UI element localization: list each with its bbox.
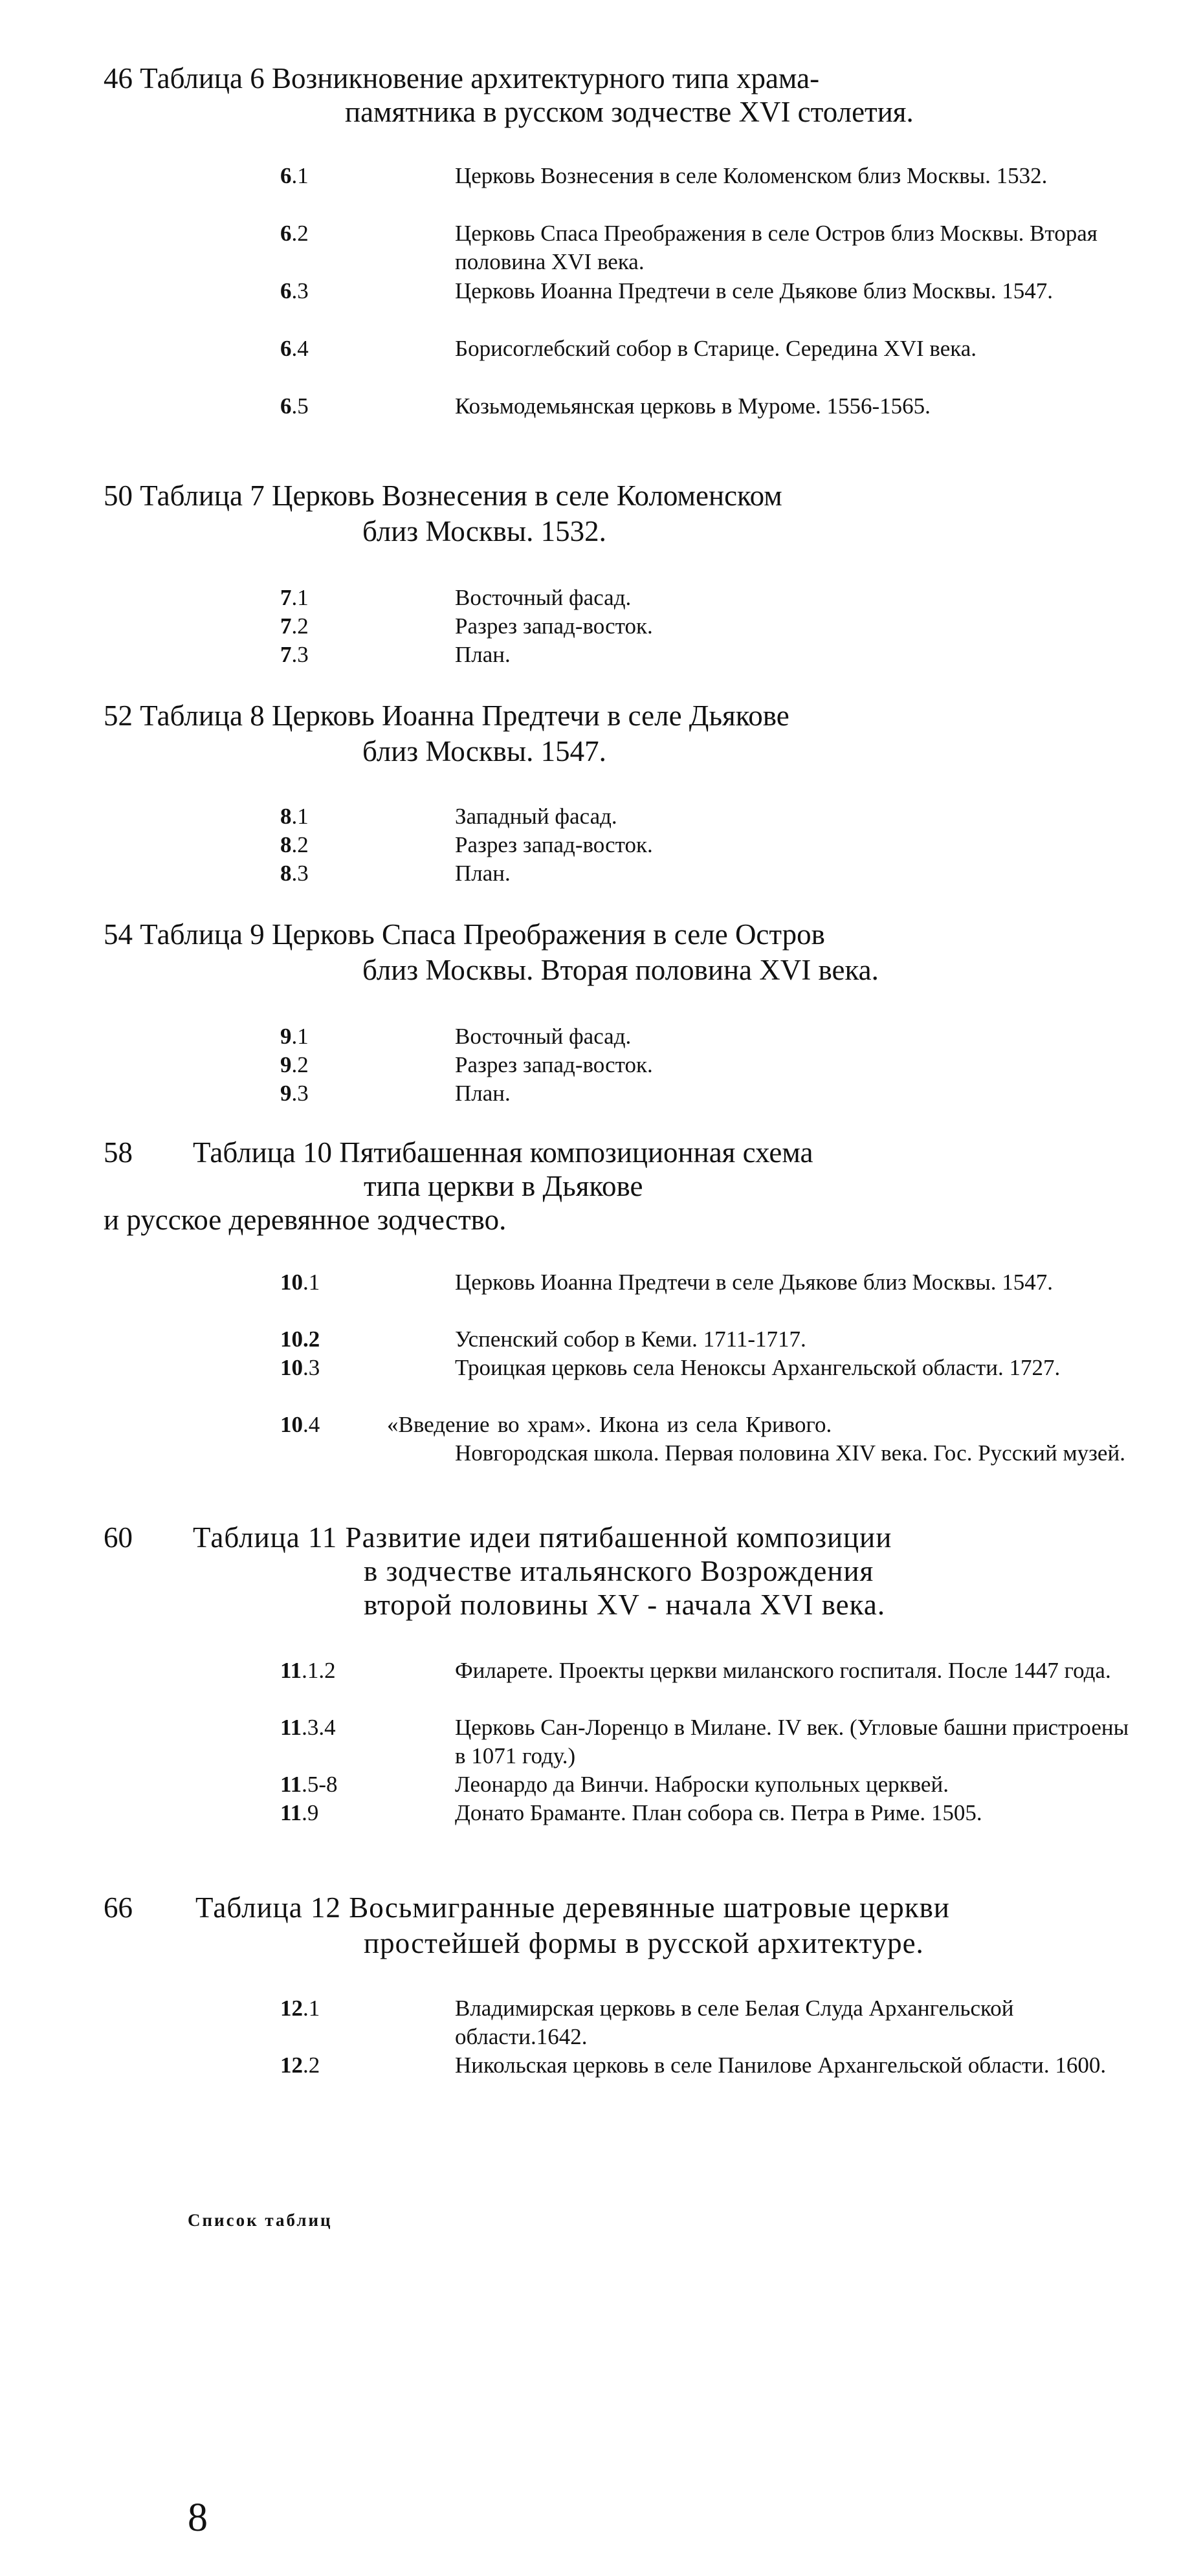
item-number: 10.1 [280,1270,320,1295]
table-title: Таблица 8 Церковь Иоанна Предтечи в селе Дьякове [140,699,789,732]
table-title-line2: простейшей формы в русской архитектуре. [364,1927,924,1959]
item-text: Владимирская церковь в селе Белая Слуда Архангельской области.1642. [455,1996,1014,2049]
item-number: 10.2 [280,1327,320,1352]
table-title-line1 [104,918,825,951]
table-title: Таблица 6 Возникновение архитектурного типа храма- [140,62,820,94]
item-text: План. [455,1081,511,1106]
page-ref: 50 [104,479,133,512]
item-number: 12.2 [280,2053,320,2078]
item-number: 7.3 [280,642,309,667]
table-title-line2: типа церкви в Дьякове [364,1170,643,1202]
item-text: Церковь Иоанна Предтечи в селе Дьякове близ Москвы. 1547. [455,1270,1053,1295]
item-number: 8.1 [280,804,309,829]
item-text: Успенский собор в Кеми. 1711-1717. [455,1327,806,1352]
item-number: 9.3 [280,1081,309,1106]
item-number: 7.2 [280,613,309,639]
item-lead-text: «Введение во храм». Икона из села Кривого. [387,1412,832,1437]
item-text: Никольская церковь в селе Панилове Архангельской области. 1600. [455,2053,1107,2078]
page-ref: 60 [104,1521,133,1554]
item-number: 10.3 [280,1355,320,1380]
item-text: Разрез запад-восток. [455,613,653,639]
item-number: 7.1 [280,585,309,610]
table-title-line2: памятника в русском зодчестве XVI столетия. [345,96,914,128]
table-title: Таблица 7 Церковь Вознесения в селе Коломенском [140,479,782,512]
item-text: Церковь Сан-Лоренцо в Милане. IV век. (Угловые башни пристроены в 1071 году.) [455,1715,1129,1768]
item-text: Донато Браманте. План собора св. Петра в Риме. 1505. [455,1800,982,1825]
item-number: 11.9 [280,1800,319,1825]
page-ref: 66 [104,1891,133,1924]
item-number: 11.5-8 [280,1772,338,1797]
item-text: План. [455,861,511,886]
item-number: 6.4 [280,336,309,361]
table-title-line2: в зодчестве итальянского Возрождения [364,1555,874,1587]
table-title-line1 [104,1891,950,1924]
item-text: Троицкая церковь села Неноксы Архангельской области. 1727. [455,1355,1061,1380]
item-text: План. [455,642,511,667]
table-title: Таблица 11 Развитие идеи пятибашенной композиции [193,1521,892,1554]
table-title-line2: близ Москвы. 1547. [362,735,606,767]
item-number: 10.4 [280,1412,320,1437]
table-title-line1 [104,1521,892,1554]
item-text: Церковь Иоанна Предтечи в селе Дьякове близ Москвы. 1547. [455,278,1053,303]
table-title-line3: второй половины XV - начала XVI века. [364,1589,886,1621]
table-title: Таблица 10 Пятибашенная композиционная схема [193,1136,813,1169]
item-text: Филарете. Проекты церкви миланского госпиталя. После 1447 года. [455,1658,1111,1683]
table-title: Таблица 12 Восьмигранные деревянные шатровые церкви [195,1891,950,1924]
page-ref: 52 [104,699,133,732]
page-number: 8 [188,2496,208,2540]
item-text: Восточный фасад. [455,585,632,610]
table-title-line1 [104,61,819,95]
item-number: 8.2 [280,832,309,857]
table-title: Таблица 9 Церковь Спаса Преображения в селе Остров [140,918,825,951]
table-title-line2: близ Москвы. Вторая половина XVI века. [362,954,879,986]
item-number: 12.1 [280,1996,320,2021]
item-text: Церковь Вознесения в селе Коломенском близ Москвы. 1532. [455,163,1048,188]
table-title-line1 [104,1136,813,1169]
item-text: Западный фасад. [455,804,617,829]
item-number: 9.1 [280,1024,309,1049]
table-title-line2: близ Москвы. 1532. [362,515,606,547]
item-text: Борисоглебский собор в Старице. Середина XVI века. [455,336,977,361]
item-number: 11.1.2 [280,1658,336,1683]
item-number: 8.3 [280,861,309,886]
page-caption: Список таблиц [188,2210,333,2230]
item-number: 6.2 [280,221,309,246]
page-ref: 46 [104,62,133,94]
item-number: 9.2 [280,1052,309,1077]
item-number: 6.1 [280,163,309,188]
table-title-line1 [104,699,789,732]
item-text: Восточный фасад. [455,1024,632,1049]
item-number: 6.5 [280,393,309,419]
item-text: Новгородская школа. Первая половина XIV века. Гос. Русский музей. [455,1440,1125,1466]
item-number: 6.3 [280,278,309,303]
item-text: Разрез запад-восток. [455,1052,653,1077]
page-ref: 54 [104,918,133,951]
page-ref: 58 [104,1136,133,1169]
item-text: Церковь Спаса Преображения в селе Остров близ Москвы. Вторая половина XVI века. [455,221,1098,274]
table-title-line1 [104,479,782,512]
item-number: 11.3.4 [280,1715,336,1740]
item-text: Леонардо да Винчи. Наброски купольных церквей. [455,1772,949,1797]
table-title-line3: и русское деревянное зодчество. [104,1204,507,1236]
item-text: Козьмодемьянская церковь в Муроме. 1556-1565. [455,393,931,419]
item-text: Разрез запад-восток. [455,832,653,857]
